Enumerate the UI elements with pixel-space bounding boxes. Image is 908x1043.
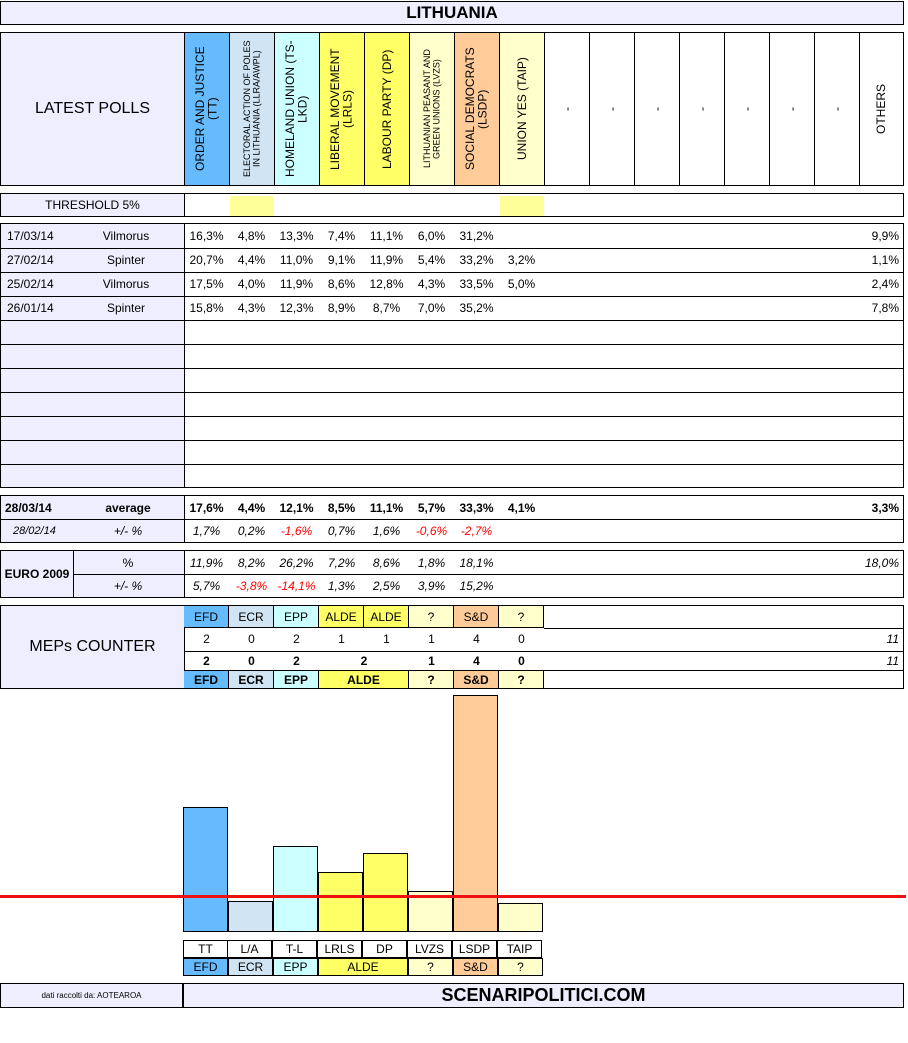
euro2009-value: 8,2% [237,555,266,570]
poll-value: 11,1% [369,229,404,243]
euro2009-diff: 3,9% [417,578,446,593]
party-header-4 [364,33,409,185]
euro2009-diff: -14,1% [277,578,316,593]
meps-group-top: ALDE [364,606,409,628]
meps-group-seat: 2 [293,654,300,668]
meps-group-bottom: ECR [229,670,274,688]
meps-group-top: ECR [229,606,274,628]
euro2009-diff-label: +/- % [113,578,143,593]
meps-total: 11 [886,632,899,646]
tick-label: LVZS [407,940,452,958]
party-header-11 [679,33,724,185]
group-label: S&D [453,958,498,976]
party-header-label: LITHUANIAN PEASANT AND GREEN UNIONS (LVZS) [421,49,441,169]
average-diff [499,519,544,542]
poll-value: 5,4% [417,253,446,267]
poll-value: 7,4% [327,229,356,243]
meps-group-bottom: ? [499,670,544,688]
poll-value: 13,3% [279,229,314,243]
polls-bar-chart [0,690,908,980]
party-header-label: - [694,107,709,111]
euro2009-diff: 2,5% [372,578,401,593]
meps-seat: 1 [383,632,390,646]
party-header-label: - [559,107,574,111]
meps-group-bottom: EPP [274,670,319,688]
party-header-6 [454,33,499,185]
poll-institute: Spinter [106,253,146,267]
average-value: 5,7% [417,500,446,515]
party-header-2 [274,33,319,185]
euro2009-value: 1,8% [417,555,446,570]
poll-value: 4,4% [237,253,266,267]
euro2009-others: 18,0% [864,555,899,570]
party-header-label: - [604,107,619,111]
euro2009-diff: 1,3% [327,578,356,593]
meps-table [0,605,904,689]
meps-group-bottom: EFD [184,670,229,688]
poll-value: 12,8% [369,277,404,291]
party-header-12 [724,33,769,185]
poll-value: 11,9% [279,277,314,291]
party-header-label: OTHERS [874,84,889,135]
poll-others: 9,9% [871,229,899,243]
meps-group-seat: 0 [248,654,255,668]
party-header-8 [544,33,589,185]
group-label: EFD [183,958,228,976]
threshold-line [0,895,906,898]
poll-value: 15,8% [189,301,224,315]
average-others: 3,3% [871,500,899,515]
meps-seat: 0 [248,632,255,646]
average-value: 11,1% [369,500,404,515]
poll-date: 26/01/14 [7,301,54,315]
average-value: 12,1% [279,500,314,515]
bar-lrls [318,872,363,932]
poll-value: 31,2% [459,229,494,243]
poll-value: 20,7% [189,253,224,267]
meps-seat: 2 [203,632,210,646]
meps-group-seat: 2 [360,654,368,668]
poll-value: 8,6% [327,277,356,291]
party-header-5 [409,33,454,185]
poll-value: 17,5% [189,277,224,291]
party-header-label: LABOUR PARTY (DP) [379,49,394,169]
euro2009-diff: -3,8% [235,578,268,593]
poll-institute: Vilmorus [102,277,150,291]
party-header-14 [814,33,859,185]
meps-group-top: ALDE [319,606,364,628]
tick-label: TT [183,940,228,958]
poll-institute: Vilmorus [102,229,150,243]
meps-group-seat: 0 [518,654,525,668]
euro2009-value: 11,9% [189,555,224,570]
average-table [0,495,904,543]
bar-tl [273,846,318,932]
poll-value: 33,5% [459,277,494,291]
poll-value: 9,1% [327,253,356,267]
bar-tt [183,807,228,932]
party-header-3 [319,33,364,185]
party-header-label: - [739,107,754,111]
tick-label: L/A [227,940,272,958]
threshold-row [0,193,904,217]
euro2009-value [499,551,544,574]
average-value: 4,1% [507,500,536,515]
group-label: ? [498,958,543,976]
average-diff: -0,6% [415,523,448,538]
party-header-label: HOMELAND UNION (TS-LKD) [283,40,310,178]
party-header-1 [229,33,274,185]
polls-table [0,223,904,488]
poll-value: 4,3% [417,277,446,291]
euro2009-value: 18,1% [459,555,494,570]
average-diff: -1,6% [280,523,313,538]
average-diff-label: +/- % [113,523,143,538]
threshold-highlight-llra [230,196,274,216]
poll-date: 27/02/14 [7,253,54,267]
party-header-15 [859,33,903,185]
tick-label: LSDP [452,940,497,958]
average-value: 33,3% [459,500,494,515]
party-header-label: ELECTORAL ACTION OF POLES IN LITHUANIA (LLRA/AWPL) [241,40,261,178]
party-header-label: - [784,107,799,111]
euro2009-value: 7,2% [327,555,356,570]
meps-group-top: ? [499,606,544,628]
poll-value: 4,8% [237,229,266,243]
poll-value: 4,0% [237,277,266,291]
meps-group-top: EPP [274,606,319,628]
euro2009-pct-label: % [122,555,134,570]
average-diff: 1,7% [192,523,221,538]
euro2009-value: 8,6% [372,555,401,570]
group-label: ALDE [318,958,408,976]
footer-source: dati raccolti da: AOTEAROA [0,983,183,1008]
threshold-label: THRESHOLD 5% [1,194,184,216]
header-table [0,32,904,186]
party-header-10 [634,33,679,185]
poll-institute: Spinter [106,301,146,315]
tick-label: T-L [272,940,317,958]
party-header-label: - [649,107,664,111]
poll-value: 35,2% [459,301,494,315]
average-diff: 0,7% [327,523,356,538]
meps-seat: 2 [293,632,300,646]
euro2009-table [0,550,904,598]
euro2009-label: EURO 2009 [4,567,70,581]
average-value: 4,4% [237,500,266,515]
poll-others: 2,4% [871,277,899,291]
meps-seat: 1 [338,632,345,646]
meps-group-bottom: ? [409,670,454,688]
meps-group-seat: 4 [473,654,480,668]
meps-group-top: EFD [184,606,229,628]
poll-value: 7,0% [417,301,446,315]
poll-value: 16,3% [189,229,224,243]
average-diff: 0,2% [237,523,266,538]
tick-label: TAIP [497,940,542,958]
party-header-label: UNION YES (TAIP) [514,57,529,161]
poll-date: 25/02/14 [7,277,54,291]
euro2009-diff: 5,7% [192,578,221,593]
poll-value: 12,3% [279,301,314,315]
meps-group-bottom: ALDE [319,670,409,688]
party-header-13 [769,33,814,185]
party-header-7 [499,33,544,185]
euro2009-diff [499,574,544,597]
poll-value: 3,2% [507,253,536,267]
tick-label: LRLS [317,940,362,958]
poll-value: 6,0% [417,229,446,243]
footer-brand: SCENARIPOLITICI.COM [183,983,904,1008]
euro2009-diff: 15,2% [459,578,494,593]
bar-dp [363,853,408,932]
poll-date: 17/03/14 [7,229,54,243]
average-label: average [105,500,151,515]
average-date: 28/03/14 [5,500,52,515]
group-label: EPP [273,958,318,976]
meps-group-bottom: S&D [454,670,499,688]
group-label: ? [408,958,453,976]
bar-la [228,901,273,932]
party-header-label: ORDER AND JUSTICE (TT) [193,46,220,172]
average-value: 17,6% [189,500,224,515]
party-header-0 [184,33,229,185]
latest-polls-label: LATEST POLLS [1,33,184,185]
poll-value: 33,2% [459,253,494,267]
poll-value: 11,0% [279,253,314,267]
poll-others: 7,8% [871,301,899,315]
poll-others: 1,1% [871,253,899,267]
party-header-label: SOCIAL DEMOCRATS (LSDP) [463,47,490,171]
party-header-label: - [829,107,844,111]
average-value: 8,5% [327,500,356,515]
poll-value: 8,7% [372,301,401,315]
poll-value [499,296,544,320]
party-header-label: LIBERAL MOVEMENT (LRLS) [328,48,355,170]
meps-label: MEPs COUNTER [1,606,184,688]
meps-seat: 0 [518,632,525,646]
page-title-text: LITHUANIA [406,3,498,22]
average-diff: 1,6% [372,523,401,538]
party-header-9 [589,33,634,185]
meps-group-seat: 2 [203,654,210,668]
tick-label: DP [362,940,407,958]
meps-seat: 1 [428,632,435,646]
bar-taip [498,903,543,932]
poll-value: 8,9% [327,301,356,315]
average-prev-date: 28/02/14 [13,524,56,537]
poll-value: 5,0% [507,277,536,291]
poll-value: 4,3% [237,301,266,315]
meps-group-top: ? [409,606,454,628]
threshold-highlight-taip [500,196,544,216]
meps-group-top: S&D [454,606,499,628]
poll-value: 11,9% [369,253,404,267]
average-diff: -2,7% [460,523,493,538]
group-label: ECR [228,958,273,976]
meps-group-seat: 1 [428,654,435,668]
meps-seat: 4 [473,632,480,646]
poll-value [499,224,544,248]
euro2009-value: 26,2% [279,555,314,570]
meps-total-2: 11 [886,654,899,668]
page-title [0,1,904,25]
